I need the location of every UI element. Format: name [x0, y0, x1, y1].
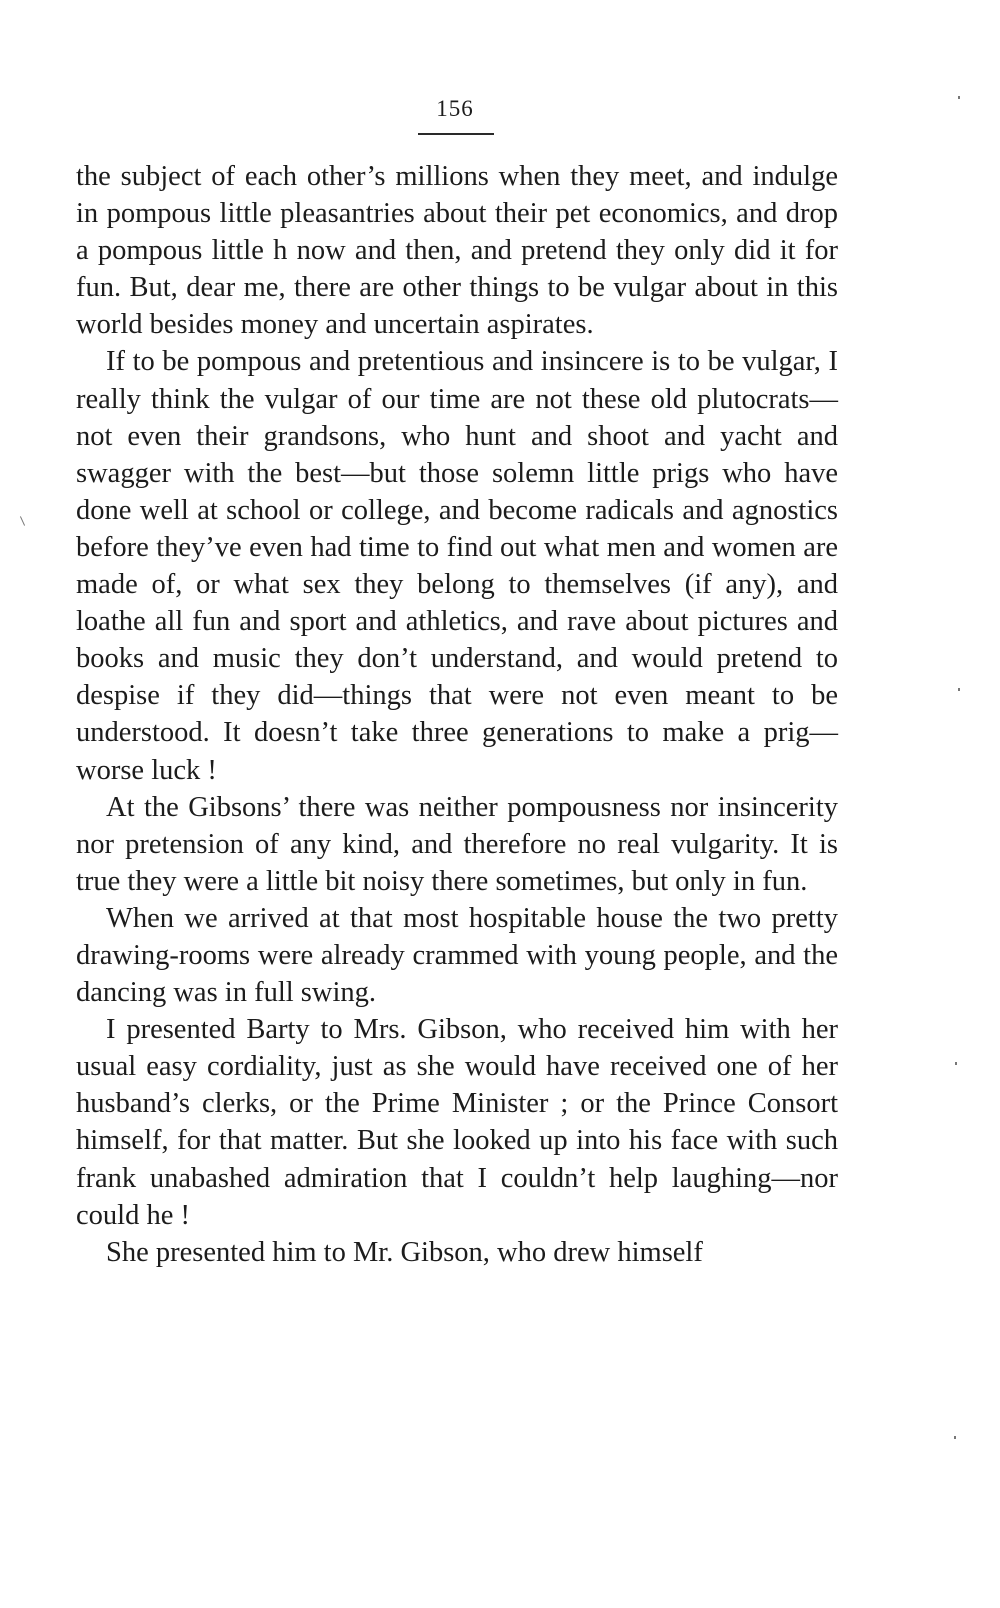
paragraph-2: If to be pompous and pretentious and insincere is to be vulgar, I really think the vulgar of our time are not these old plutocrats—not even their grandsons, who hunt and shoot and yacht and swagger with the best—but those solemn little prigs who have done well at school or college, and become radicals and agnostics before they’ve even had time to find out what men and women are made of, or what sex they belong to themselves (if any), and loathe all fun and sport and athletics, and rave about pictures and books and music they don’t understand, and would pretend to despise if they did—things that were not even meant to be understood. It doesn’t take three generations to make a prig—worse luck !: [76, 346, 838, 786]
page-number: 156: [436, 96, 474, 121]
body-text: [76, 158, 838, 1271]
scan-speck: [20, 516, 25, 525]
paragraph-1: the subject of each other’s millions when they meet, and indulge in pompous little pleasantries about their pet economics, and drop a pompous little h now and then, and pretend they only did it for fun. But, dear me, there are other things to be vulgar about in this world besides money and uncertain aspirates.: [76, 161, 838, 341]
paragraph-6: She presented him to Mr. Gibson, who drew himself: [106, 1236, 703, 1268]
scan-speck: [954, 1436, 956, 1439]
paragraph-3: At the Gibsons’ there was neither pompousness nor insincerity nor pretension of any kind, and therefore no real vulgarity. It is true they were a little bit noisy there sometimes, but only in fun.: [76, 791, 838, 897]
paragraph-4: When we arrived at that most hospitable house the two pretty drawing-rooms were already crammed with young people, and the dancing was in full swing.: [76, 902, 838, 1009]
scan-speck: [958, 688, 960, 691]
scan-speck: [955, 1062, 957, 1065]
paragraph-5: I presented Barty to Mrs. Gibson, who received him with her usual easy cordiality, just as she would have received one of her husband’s clerks, or the Prime Minister ; or the Prince Consort himself, for that matter. But she looked up into his face with such frank unabashed admiration that I couldn’t help laughing—nor could he !: [76, 1014, 838, 1231]
scan-speck: [958, 96, 960, 99]
page-number-rule: [418, 133, 494, 135]
